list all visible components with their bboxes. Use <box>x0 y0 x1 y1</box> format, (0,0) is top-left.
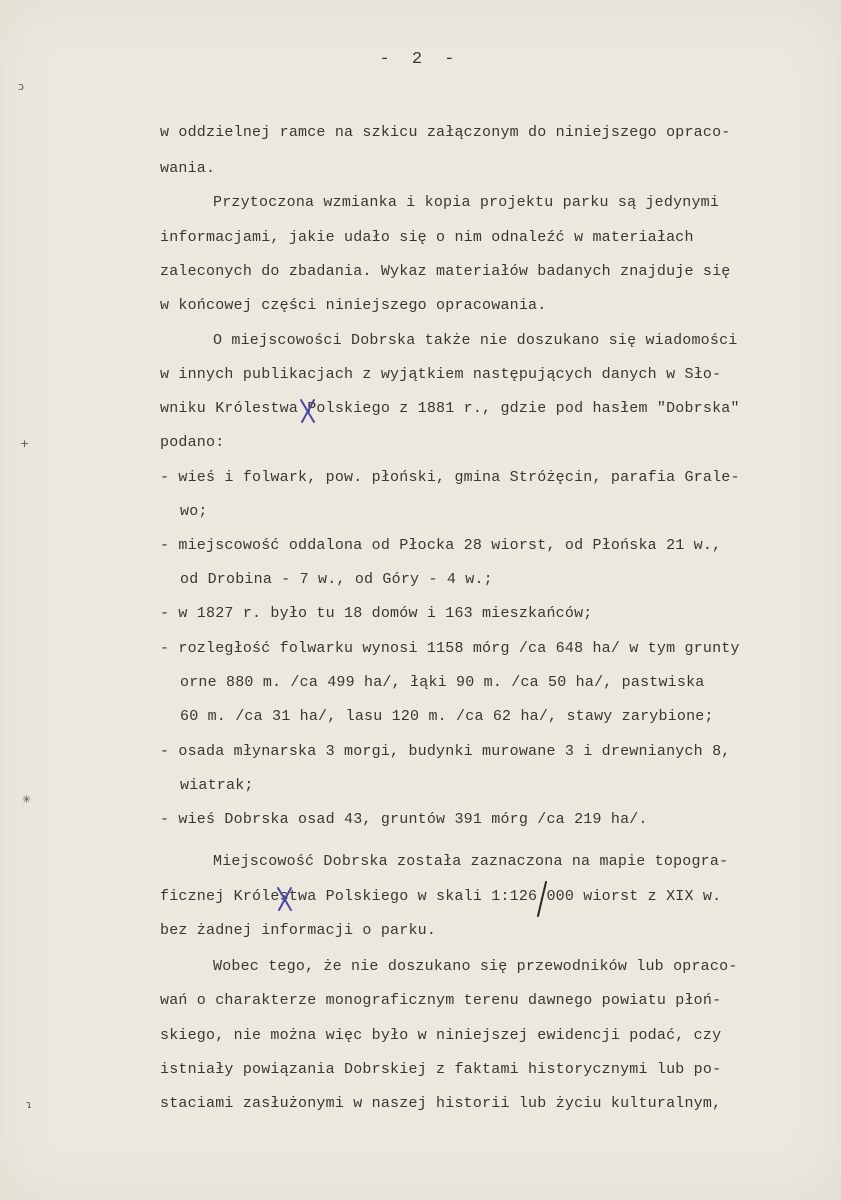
page-number: - 2 - <box>379 50 461 69</box>
text-line: - miejscowość oddalona od Płocka 28 wiorst, od Płońska 21 w., <box>160 537 722 554</box>
text-line: - wieś i folwark, pow. płoński, gmina Stróżęcin, parafia Grale- <box>160 469 740 486</box>
text-line: Przytoczona wzmianka i kopia projektu parku są jedynymi <box>213 194 720 211</box>
text-line: Miejscowość Dobrska została zaznaczona na mapie topogra- <box>213 853 729 870</box>
text-line: wań o charakterze monograficznym terenu dawnego powiatu płoń- <box>160 992 722 1009</box>
text-line: staciami zasłużonymi w naszej historii lub życiu kulturalnym, <box>160 1095 722 1112</box>
text-line: - rozległość folwarku wynosi 1158 mórg /ca 648 ha/ w tym grunty <box>160 640 740 657</box>
text-line: w końcowej części niniejszego opracowania. <box>160 297 547 314</box>
text-line: w innych publikacjach z wyjątkiem następujących danych w Sło- <box>160 366 722 383</box>
text-line: Wobec tego, że nie doszukano się przewodników lub opraco- <box>213 958 738 975</box>
text-line: bez żadnej informacji o parku. <box>160 922 437 939</box>
text-line: istniały powiązania Dobrskiej z faktami historycznymi lub po- <box>160 1061 722 1078</box>
text-line: podano: <box>160 434 225 451</box>
margin-mark: ↄ <box>18 80 25 93</box>
text-line: w oddzielnej ramce na szkicu załączonym do niniejszego opraco- <box>160 124 731 141</box>
margin-mark: ✳ <box>22 793 32 806</box>
text-line: 60 m. /ca 31 ha/, lasu 120 m. /ca 62 ha/, stawy zarybione; <box>180 708 714 725</box>
text-line: informacjami, jakie udało się o nim odnaleźć w materiałach <box>160 229 694 246</box>
text-line: orne 880 m. /ca 499 ha/, łąki 90 m. /ca 50 ha/, pastwiska <box>180 674 705 691</box>
text-line: - wieś Dobrska osad 43, gruntów 391 mórg /ca 219 ha/. <box>160 811 648 828</box>
text-line: - osada młynarska 3 morgi, budynki murowane 3 i drewnianych 8, <box>160 743 731 760</box>
text-line: wiatrak; <box>180 777 254 794</box>
text-line: skiego, nie można więc było w niniejszej ewidencji podać, czy <box>160 1027 722 1044</box>
text-line: od Drobina - 7 w., od Góry - 4 w.; <box>180 571 493 588</box>
margin-mark: ɿ <box>26 1098 32 1111</box>
text-line: ficznej Królestwa Polskiego w skali 1:126.000 wiorst z XIX w. <box>160 888 722 905</box>
text-line: zaleconych do zbadania. Wykaz materiałów badanych znajduje się <box>160 263 731 280</box>
margin-mark: + <box>20 437 30 450</box>
text-line: wniku Królestwa Polskiego z 1881 r., gdzie pod hasłem "Dobrska" <box>160 400 740 417</box>
text-line: wania. <box>160 160 216 177</box>
text-line: O miejscowości Dobrska także nie doszukano się wiadomości <box>213 332 738 349</box>
text-line: wo; <box>180 503 208 520</box>
text-line: - w 1827 r. było tu 18 domów i 163 mieszkańców; <box>160 605 593 622</box>
